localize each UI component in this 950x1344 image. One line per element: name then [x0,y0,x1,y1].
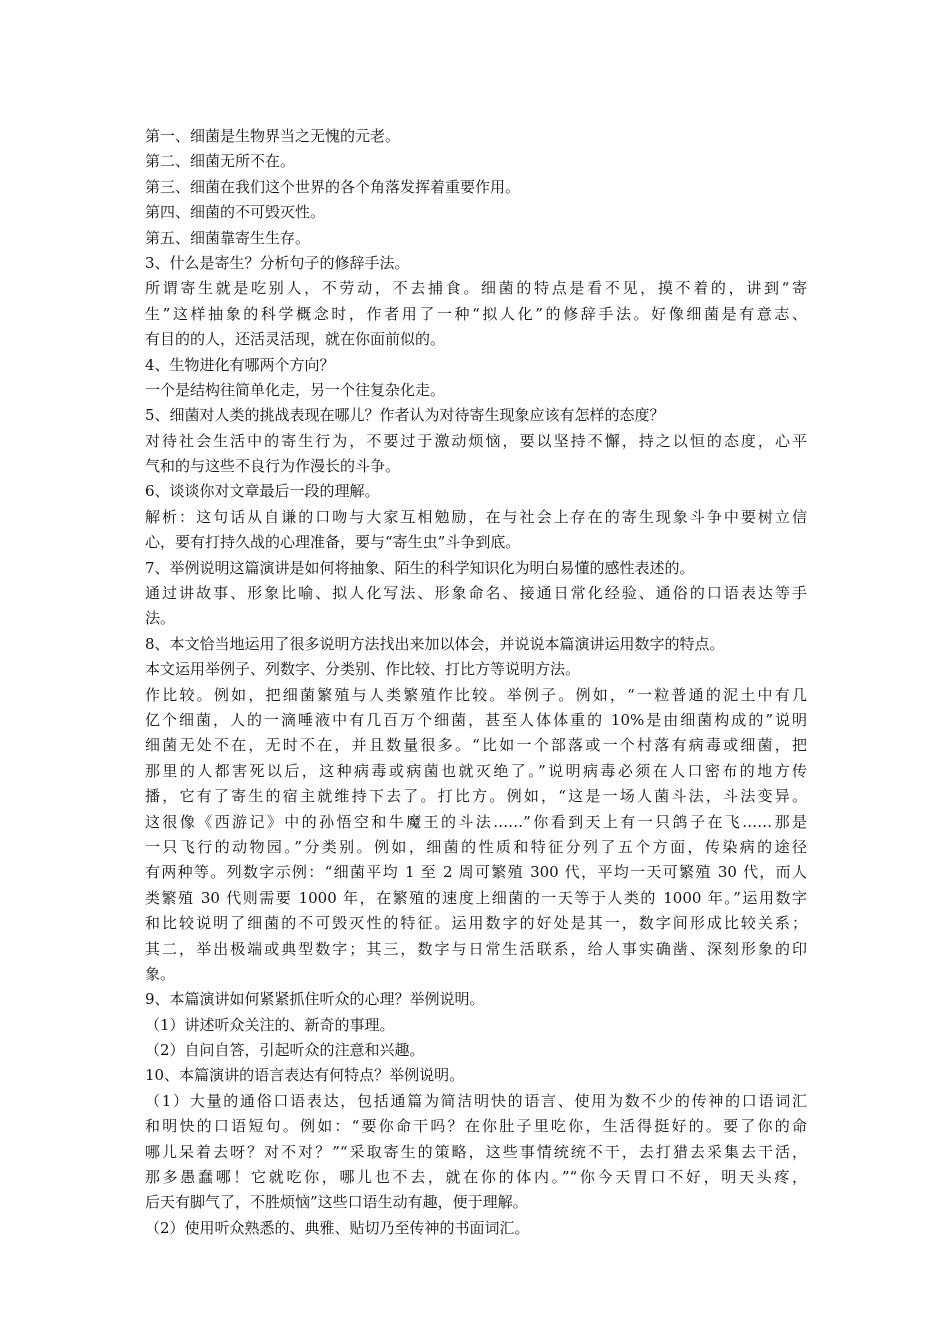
text-line: 第一、细菌是生物界当之无愧的元老。 [145,127,401,145]
text-line: 其二，举出极端或典型数字；其三，数字与日常生活联系，给人事实确凿、深刻形象的印 [145,939,807,958]
text-line: 第五、细菌靠寄生生存。 [145,228,311,247]
text-line: 10、本篇演讲的语言表达有何特点？举例说明。 [145,1066,465,1085]
text-line: 心，要有打持久战的心理准备，要与“寄生虫”斗争到底。 [145,533,521,552]
text-line: 解析：这句话从自谦的口吻与大家互相勉励，在与社会上存在的寄生现象斗争中要树立信 [145,507,807,526]
text-line: 那里的人都害死以后，这种病毒或病菌也就灭绝了。”说明病毒必须在人口密布的地方传 [145,761,807,780]
text-line: （2）使用听众熟悉的、典雅、贴切乃至传神的书面词汇。 [145,1218,530,1237]
text-line: （1）讲述听众关注的、新奇的事理。 [145,1015,395,1034]
text-line: （2）自问自答，引起听众的注意和兴趣。 [145,1041,425,1060]
text-line: 气和的与这些不良行为作漫长的斗争。 [145,457,401,476]
text-line: 对待社会生活中的寄生行为，不要过于激动烦恼，要以坚持不懈，持之以恒的态度，心平 [145,431,807,450]
text-line: 和比较说明了细菌的不可毁灭性的特征。运用数字的好处是其一，数字间形成比较关系； [145,914,807,933]
text-line: 一个是结构往简单化走，另一个往复杂化走。 [145,380,446,399]
text-line: 作比较。例如，把细菌繁殖与人类繁殖作比较。举例子。例如，“一粒普通的泥土中有几 [145,685,807,704]
text-line: 象。 [145,964,176,983]
text-line: 后天有脚气了，不胜烦恼”这些口语生动有趣，便于理解。 [145,1193,528,1212]
text-line: 亿个细菌，人的一滴唾液中有几百万个细菌，甚至人体体重的 10%是由细菌构成的”说明 [145,710,807,729]
text-line: 通过讲故事、形象比喻、拟人化写法、形象命名、接通日常化经验、通俗的口语表达等手 [145,584,807,603]
text-line: 本文运用举例子、列数字、分类别、作比较、打比方等说明方法。 [145,660,581,679]
text-line: 7、举例说明这篇演讲是如何将抽象、陌生的科学知识化为明白易懂的感性表述的。 [145,558,695,577]
text-line: 4、生物进化有哪两个方向？ [145,355,335,374]
text-line: 生”这样抽象的科学概念时，作者用了一种“拟人化”的修辞手法。好像细菌是有意志、 [145,304,807,323]
text-line: 那多愚蠢哪！它就吃你，哪儿也不去，就在你的体内。”“你今天胃口不好，明天头疼， [145,1168,807,1187]
text-line: 8、本文恰当地运用了很多说明方法找出来加以体会，并说说本篇演讲运用数字的特点。 [145,634,725,653]
text-line: 6、谈谈你对文章最后一段的理解。 [145,482,380,501]
text-line: 类繁殖 30 代则需要 1000 年，在繁殖的速度上细菌的一天等于人类的 1000 年。”运用数字 [145,888,807,907]
text-line: （1）大量的通俗口语表达，包括通篇为简洁明快的语言、使用为数不少的传神的口语词汇 [145,1091,807,1110]
text-line: 9、本篇演讲如何紧紧抓住听众的心理？举例说明。 [145,990,485,1009]
text-line: 第二、细菌无所不在。 [145,152,296,171]
text-line: 这很像《西游记》中的孙悟空和牛魔王的斗法……”你看到天上有一只鸽子在飞……那是 [145,812,807,831]
text-line: 一只飞行的动物园。”分类别。例如，细菌的性质和特征分列了五个方面，传染病的途径 [145,837,807,856]
text-line: 5、细菌对人类的挑战表现在哪儿？作者认为对待寄生现象应该有怎样的态度？ [145,406,665,425]
text-line: 第四、细菌的不可毁灭性。 [145,203,326,222]
text-line: 第三、细菌在我们这个世界的各个角落发挥着重要作用。 [145,177,521,196]
text-line: 播，它有了寄生的宿主就维持下去了。打比方。例如，“这是一场人菌斗法，斗法变异。 [145,787,807,806]
document-body [145,124,807,1241]
text-line: 哪儿呆着去呀？对不对？”“采取寄生的策略，这些事情统统不干，去打猎去采集去干活， [145,1142,807,1161]
text-line: 有目的的人，还活灵活现，就在你面前似的。 [145,330,446,349]
text-line: 有两种等。列数字示例：“细菌平均 1 至 2 周可繁殖 300 代，平均一天可繁殖 30 代，而人 [145,863,807,882]
text-line: 法。 [145,609,176,628]
text-line: 和明快的口语短句。例如：“要你命干吗？在你肚子里吃你，生活得挺好的。要了你的命 [145,1117,807,1136]
text-line: 细菌无处不在，无时不在，并且数量很多。“比如一个部落或一个村落有病毒或细菌，把 [145,736,807,755]
text-line: 所谓寄生就是吃别人，不劳动，不去捕食。细菌的特点是看不见，摸不着的，讲到“寄 [145,279,807,298]
text-line: 3、什么是寄生？分析句子的修辞手法。 [145,253,410,272]
